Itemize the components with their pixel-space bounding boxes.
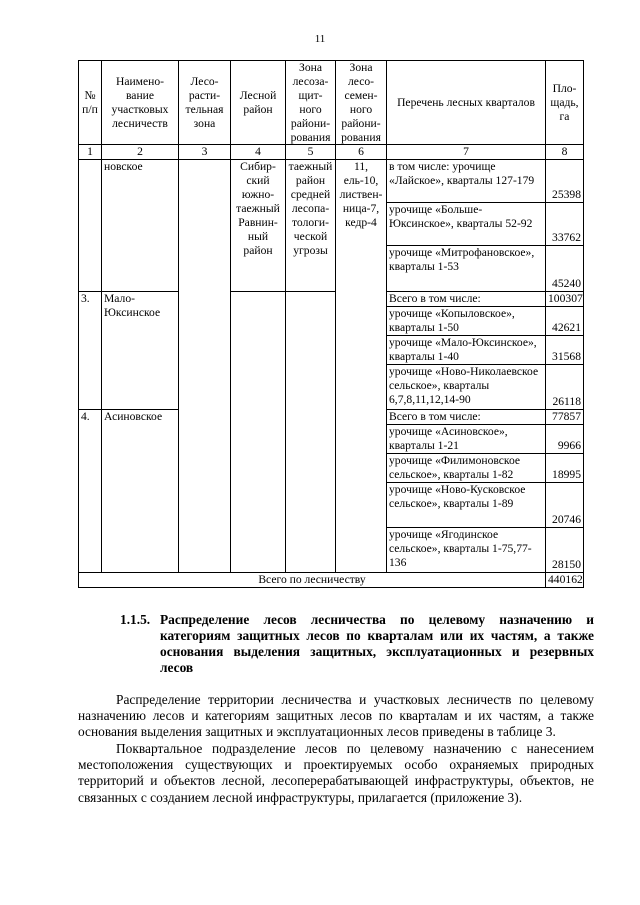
header-cell: Лесо-расти-тельная зона — [179, 61, 231, 145]
row-number: 4. — [79, 410, 102, 573]
area-cell: 28150 — [546, 528, 584, 573]
column-number: 4 — [231, 145, 286, 160]
area-cell: 25398 — [546, 160, 584, 203]
column-number: 2 — [102, 145, 179, 160]
header-cell: № п/п — [79, 61, 102, 145]
table-row — [79, 160, 584, 203]
protection-zone: таежный район средней лесопа-тологи-ческой угрозы — [286, 160, 336, 292]
area-cell: 100307 — [546, 292, 584, 307]
header-cell: Наимено-вание участковых лесничеств — [102, 61, 179, 145]
page-number: 11 — [314, 33, 326, 45]
vegetation-zone-cell — [179, 160, 231, 573]
total-label: Всего по лесничеству — [79, 573, 546, 588]
area-cell: 31568 — [546, 336, 584, 365]
tract-cell: Всего в том числе: — [387, 410, 546, 425]
table-row — [79, 292, 584, 307]
area-cell: 33762 — [546, 203, 584, 246]
row-number — [79, 160, 102, 292]
forest-region — [231, 292, 286, 573]
tract-cell: урочище «Асиновское», кварталы 1-21 — [387, 425, 546, 454]
tract-cell: урочище «Мало-Юксинское», кварталы 1-40 — [387, 336, 546, 365]
section-title: Распределение лесов лесничества по целевому назначению и категориям защитных лесов по кварталам или их частям, а также основания выделения защитных, эксплуатационных и резервных лесов — [160, 612, 594, 675]
seed-zone: 11, ель-10, листвен-ница-7, кедр-4 — [336, 160, 387, 573]
header-cell: Зона лесоза-щит-ного райони-рования — [286, 61, 336, 145]
area-cell: 42621 — [546, 307, 584, 336]
forestry-name: Асиновское — [102, 410, 179, 573]
column-number: 1 — [79, 145, 102, 160]
tract-cell: урочище «Ново-Николаевское сельское», кварталы 6,7,8,11,12,14-90 — [387, 365, 546, 410]
column-number: 3 — [179, 145, 231, 160]
area-cell: 77857 — [546, 410, 584, 425]
header-cell: Зона лесо-семен-ного райони-рования — [336, 61, 387, 145]
section-number: 1.1.5. — [120, 612, 151, 627]
paragraph: Распределение территории лесничества и участковых лесничеств по целевому назначению лесов и категориям защитных лесов по кварталам и их частям, а также основания выделения защитных и эксплуатационных лесов приведены в таблице 3. — [78, 692, 594, 740]
total-row — [79, 573, 584, 588]
column-number-row — [79, 145, 584, 160]
area-cell: 45240 — [546, 246, 584, 292]
area-cell: 20746 — [546, 483, 584, 528]
tract-cell: урочище «Митрофановское», кварталы 1-53 — [387, 246, 546, 292]
area-cell: 26118 — [546, 365, 584, 410]
tract-cell: урочище «Ягодинское сельское», кварталы 1-75,77-136 — [387, 528, 546, 573]
header-cell: Перечень лесных кварталов — [387, 61, 546, 145]
column-number: 7 — [387, 145, 546, 160]
table-header-row — [79, 61, 584, 145]
forestry-name: новское — [102, 160, 179, 292]
area-cell: 9966 — [546, 425, 584, 454]
column-number: 6 — [336, 145, 387, 160]
header-cell: Лесной район — [231, 61, 286, 145]
tract-cell: в том числе: урочище «Лайское», кварталы 127-179 — [387, 160, 546, 203]
row-number: 3. — [79, 292, 102, 410]
total-area: 440162 — [546, 573, 584, 588]
protection-zone — [286, 292, 336, 573]
area-cell: 18995 — [546, 454, 584, 483]
tract-cell: Всего в том числе: — [387, 292, 546, 307]
forestry-name: Мало-Юксинское — [102, 292, 179, 410]
tract-cell: урочище «Копыловское», кварталы 1-50 — [387, 307, 546, 336]
paragraph: Поквартальное подразделение лесов по целевому назначению с нанесением местоположения существующих и проектируемых особо охраняемых природных территорий и объектов лесной, лесоперерабатывающей инфраструктуры, объектов, не связанных с созданием лесной инфраструктуры, прилагается (приложение 3). — [78, 741, 594, 805]
forest-table — [78, 60, 584, 588]
column-number: 8 — [546, 145, 584, 160]
section-heading — [120, 612, 594, 676]
tract-cell: урочище «Больше-Юксинское», кварталы 52-92 — [387, 203, 546, 246]
tract-cell: урочище «Филимоновское сельское», кварталы 1-82 — [387, 454, 546, 483]
column-number: 5 — [286, 145, 336, 160]
forest-region: Сибир-ский южно-таежный Равнин-ный район — [231, 160, 286, 292]
tract-cell: урочище «Ново-Кусковское сельское», кварталы 1-89 — [387, 483, 546, 528]
header-cell: Пло-щадь, га — [546, 61, 584, 145]
